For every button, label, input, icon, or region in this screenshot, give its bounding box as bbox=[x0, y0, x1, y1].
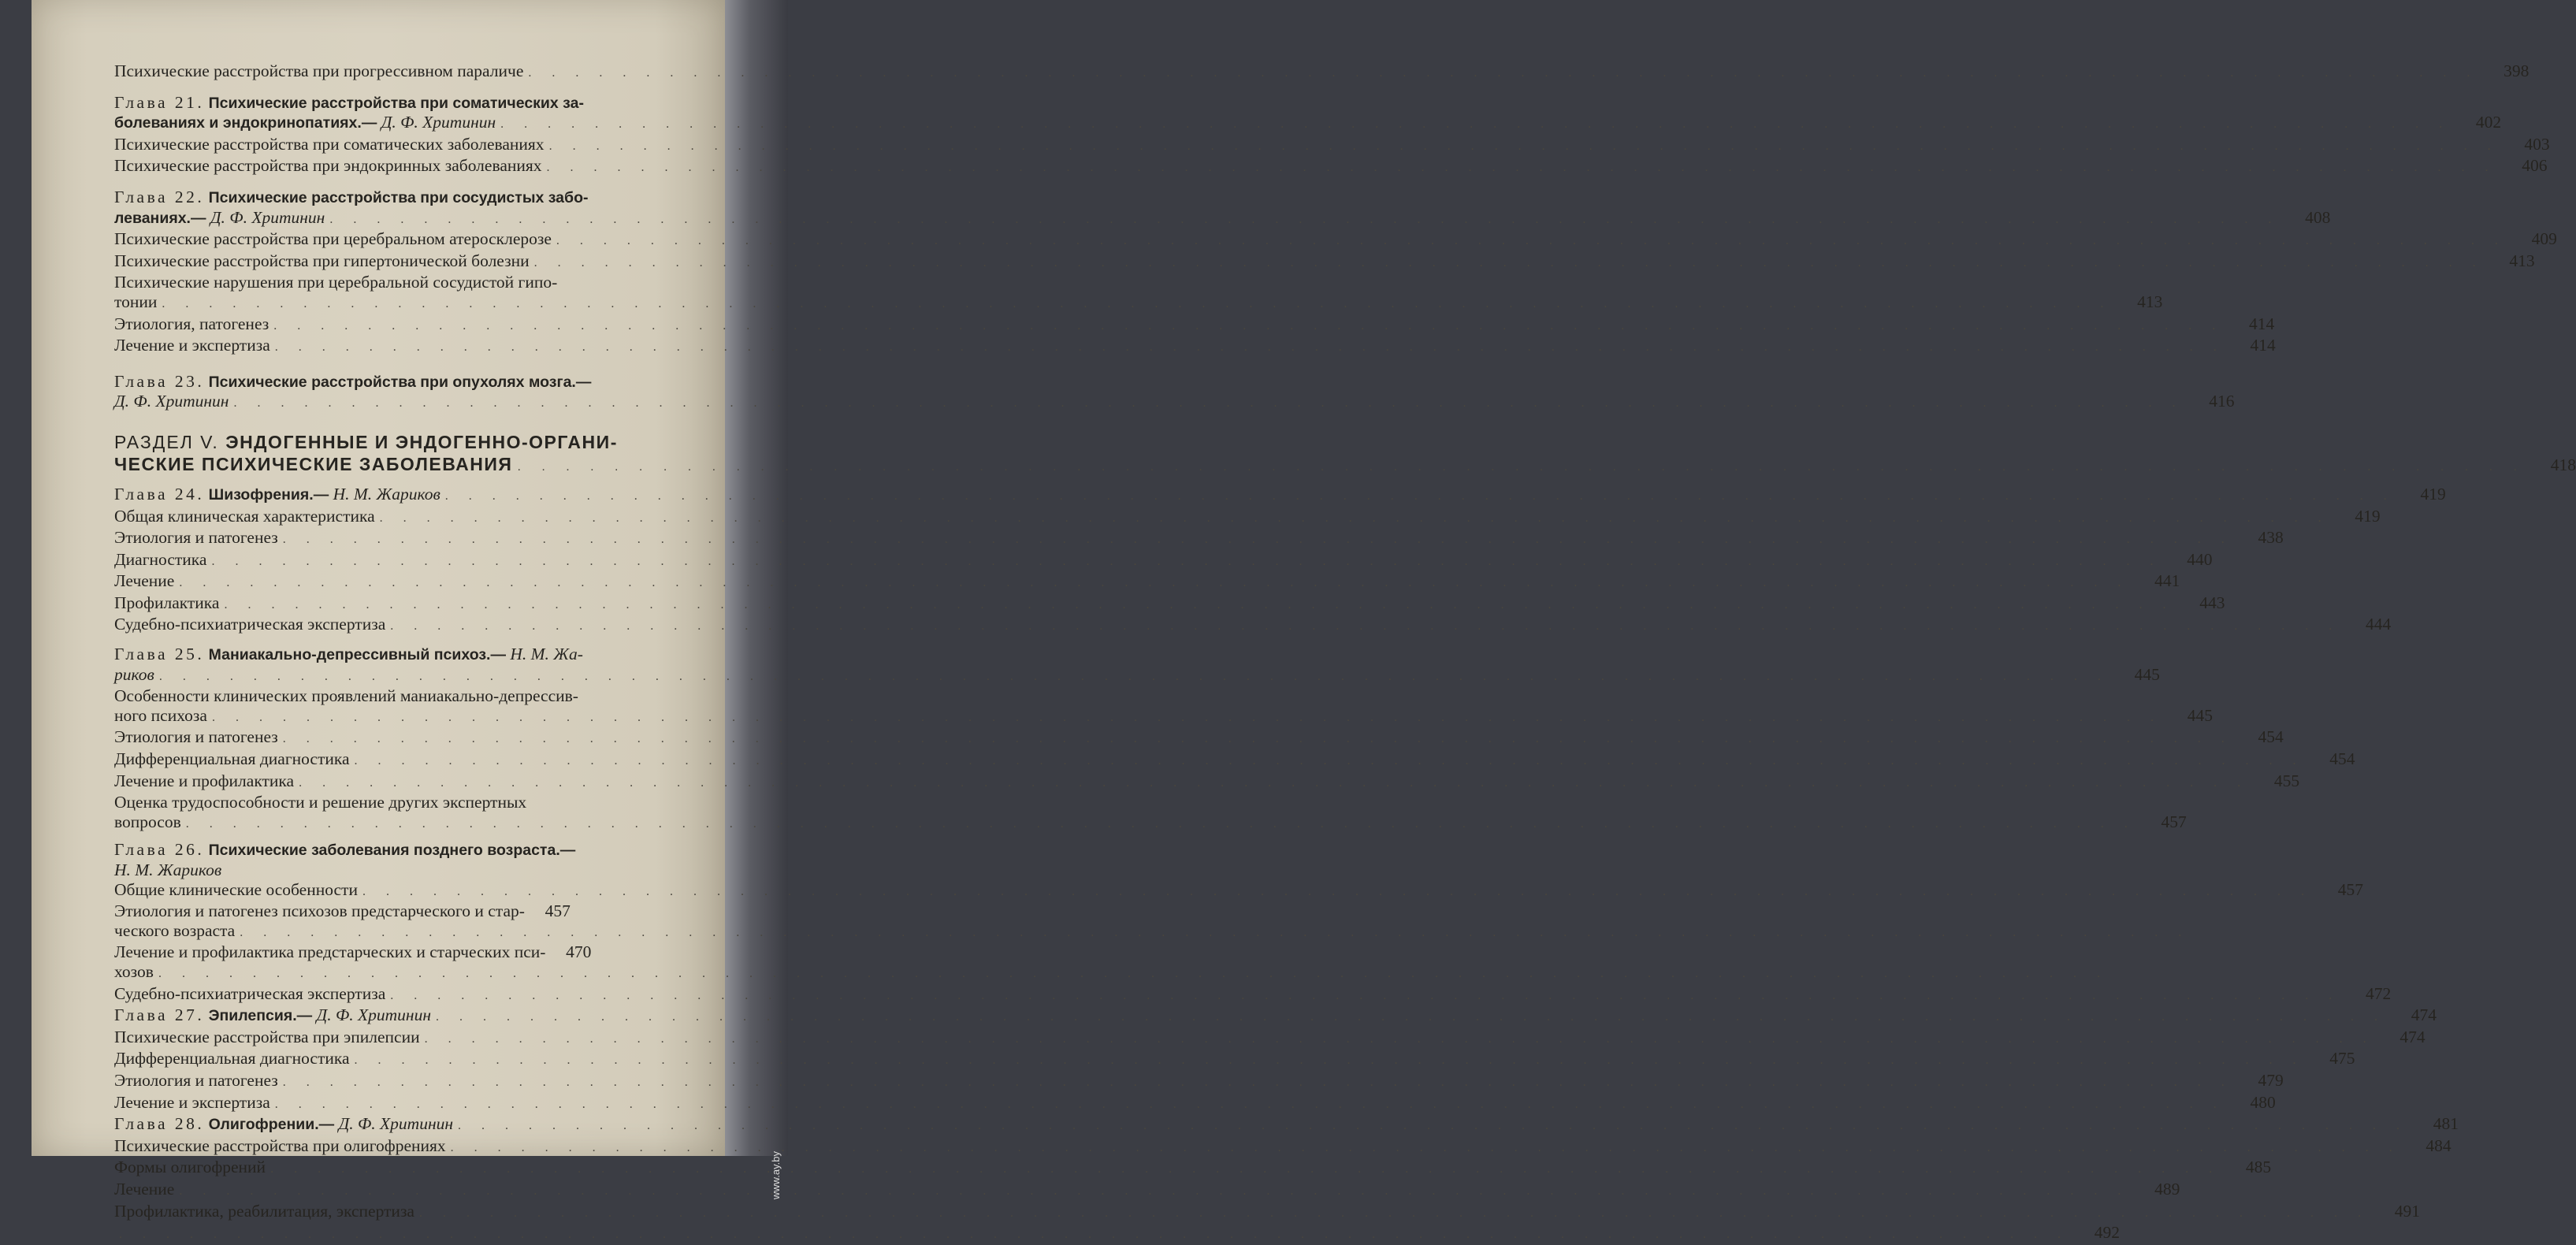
toc-entry-title: Психические нарушения при церебральной сосудистой гипо- bbox=[114, 273, 558, 292]
toc-page-number: 440 bbox=[2187, 549, 2213, 569]
leader-dots bbox=[547, 158, 2497, 178]
leader-dots bbox=[329, 210, 2280, 230]
chapter-heading bbox=[114, 92, 2502, 135]
leader-dots bbox=[549, 137, 2500, 157]
toc-page-number: 403 bbox=[2524, 134, 2550, 154]
toc-entry-title: Лечение и экспертиза bbox=[114, 1092, 270, 1112]
toc-entry bbox=[114, 727, 2284, 749]
toc-entry bbox=[114, 1070, 2284, 1093]
toc-entry-title: Психические расстройства при эндокринных заболеваниях bbox=[114, 156, 542, 176]
toc-entry-title: Формы олигофрений bbox=[114, 1158, 266, 1177]
toc-page-number: 455 bbox=[2273, 771, 2300, 790]
leader-dots bbox=[283, 530, 2233, 550]
chapter-label: Глава 26. bbox=[114, 840, 205, 860]
toc-page-number: 414 bbox=[2250, 336, 2276, 355]
leader-dots bbox=[179, 574, 2129, 593]
leader-dots bbox=[436, 1008, 2386, 1028]
section-title: ЭНДОГЕННЫЕ И ЭНДОГЕННО-ОРГАНИ- bbox=[225, 431, 618, 452]
leader-dots bbox=[556, 232, 2507, 251]
leader-dots bbox=[419, 1204, 2370, 1224]
chapter-label: Глава 23. bbox=[114, 371, 205, 391]
toc-entry-title: Диагностика bbox=[114, 549, 207, 569]
leader-dots bbox=[425, 1030, 2375, 1050]
toc-page-number: 479 bbox=[2258, 1070, 2284, 1090]
toc-entry bbox=[114, 571, 2180, 593]
toc-entry-title: Этиология и патогенез bbox=[114, 528, 278, 548]
chapter-author: Н. М. Жа- bbox=[510, 645, 583, 664]
toc-page-number: 491 bbox=[2394, 1201, 2420, 1221]
toc-entry-title: Психические расстройства при церебральном атеросклерозе bbox=[114, 229, 552, 249]
toc-entry-title-cont: хозов bbox=[114, 961, 154, 981]
toc-page-number: 475 bbox=[2329, 1049, 2355, 1068]
toc-page-number: 413 bbox=[2509, 251, 2535, 270]
toc-page-number: 419 bbox=[2355, 506, 2381, 526]
toc-page-number: 457 bbox=[2161, 812, 2187, 831]
toc-page-number: 474 bbox=[2411, 1005, 2437, 1025]
toc-entry-title: Психические расстройства при гипертонической болезни bbox=[114, 251, 530, 270]
leader-dots bbox=[186, 815, 2136, 834]
toc-entry-title: Психические расстройства при прогрессивном параличе bbox=[114, 61, 524, 80]
toc-page-number: 441 bbox=[2154, 571, 2180, 591]
chapter-author: Д. Ф. Хритинин bbox=[114, 392, 229, 411]
toc-entry-title: Общая клиническая характеристика bbox=[114, 506, 375, 526]
toc-entry-title: Психические расстройства при олигофрениях bbox=[114, 1135, 446, 1155]
chapter-label: Глава 22. bbox=[114, 187, 205, 206]
toc-page-number: 413 bbox=[2137, 292, 2163, 311]
toc-page-number: 474 bbox=[2399, 1027, 2425, 1046]
chapter-author: Д. Ф. Хритинин bbox=[210, 207, 325, 227]
leader-dots bbox=[119, 1225, 2069, 1245]
chapter-title: Психические расстройства при соматических за- bbox=[208, 94, 584, 112]
leader-dots bbox=[534, 254, 2485, 273]
toc-page-number: 454 bbox=[2329, 749, 2355, 769]
leader-dots bbox=[240, 924, 2190, 943]
toc-page-number: 457 bbox=[545, 901, 571, 921]
toc-page-number: 408 bbox=[2305, 207, 2331, 227]
toc-entry bbox=[114, 1179, 2180, 1202]
chapter-author: Н. М. Жариков bbox=[333, 484, 440, 504]
toc-entry bbox=[114, 314, 2275, 336]
section-label: РАЗДЕЛ V. bbox=[114, 431, 219, 452]
leader-dots bbox=[355, 1051, 2305, 1071]
toc-entry bbox=[114, 593, 2225, 615]
toc-page-number: 418 bbox=[2550, 455, 2576, 474]
toc-entry-title: Общие клинические особенности bbox=[114, 879, 358, 899]
toc-entry bbox=[114, 942, 721, 983]
leader-dots bbox=[517, 456, 2525, 478]
leader-dots bbox=[500, 115, 2451, 135]
section-title-cont: ЧЕСКИЕ ПСИХИЧЕСКИЕ ЗАБОЛЕВАНИЯ bbox=[114, 453, 513, 474]
toc-entry-title-cont: ного психоза bbox=[114, 705, 207, 725]
toc-page-number: 485 bbox=[2245, 1158, 2272, 1177]
watermark: www.ay.by bbox=[770, 1151, 782, 1200]
toc-page-number: 438 bbox=[2258, 528, 2284, 548]
toc-entry bbox=[114, 1092, 2276, 1115]
toc-entry bbox=[114, 1135, 2451, 1158]
chapter-author-cont: риков bbox=[114, 664, 154, 684]
toc-entry bbox=[114, 528, 2284, 550]
toc-entry-title: Лечение bbox=[114, 1179, 175, 1199]
leader-dots bbox=[355, 752, 2305, 771]
toc-page-number: 454 bbox=[2258, 727, 2284, 747]
chapter-title: Психические расстройства при опухолях мозга.— bbox=[208, 373, 592, 391]
toc-entry-title: Профилактика bbox=[114, 593, 220, 612]
leader-dots bbox=[451, 1139, 2401, 1158]
toc-entry bbox=[114, 615, 2392, 637]
toc-page-number: 416 bbox=[2209, 392, 2235, 411]
toc-page-number: 414 bbox=[2249, 314, 2275, 333]
chapter-author: Д. Ф. Хритинин bbox=[338, 1114, 454, 1134]
toc-page-number: 445 bbox=[2187, 705, 2213, 725]
chapter-label: Глава 24. bbox=[114, 484, 205, 504]
toc-entry-title: Судебно-психиатрическая экспертиза bbox=[114, 983, 386, 1003]
toc-page-number: 457 bbox=[2337, 879, 2363, 899]
toc-page-number: 470 bbox=[566, 942, 592, 962]
leader-dots bbox=[224, 596, 2174, 615]
chapter-author: Д. Ф. Хритинин bbox=[316, 1005, 431, 1025]
toc-page-number: 480 bbox=[2250, 1092, 2276, 1112]
chapter-heading bbox=[114, 645, 2160, 686]
toc-entry-title-cont: вопросов bbox=[114, 812, 181, 831]
leader-dots bbox=[299, 774, 2249, 793]
toc-entry bbox=[114, 901, 721, 942]
toc-entry-title: Психические расстройства при эпилепсии bbox=[114, 1027, 420, 1046]
toc-entry bbox=[114, 251, 2535, 273]
leader-dots bbox=[158, 964, 2109, 984]
toc-entry-title: Оценка трудоспособности и решение других экспертных bbox=[114, 793, 527, 812]
chapter-title: Психические заболевания позднего возраста.— bbox=[208, 842, 576, 860]
chapter-label: Глава 21. bbox=[114, 92, 205, 112]
toc-entry-title-cont: тонии bbox=[114, 292, 158, 311]
toc-entry bbox=[114, 793, 2187, 834]
chapter-title: Психические расстройства при сосудистых забо- bbox=[208, 188, 589, 206]
toc-page-number: 402 bbox=[2475, 113, 2502, 132]
chapter-heading bbox=[114, 187, 2331, 229]
toc-entry-title: Дифференциальная диагностика bbox=[114, 749, 350, 769]
chapter-heading bbox=[114, 1005, 2437, 1028]
toc-entry-title: Этиология, патогенез bbox=[114, 314, 269, 333]
chapter-title: Олигофрении.— bbox=[208, 1116, 335, 1134]
leader-dots bbox=[390, 987, 2340, 1006]
toc-entry-title: Лечение и профилактика bbox=[114, 771, 295, 790]
toc-entry bbox=[114, 879, 2363, 902]
toc-entry-title: Психические расстройства при соматических заболеваниях bbox=[114, 134, 545, 154]
chapter-title: Маниакально-депрессивный психоз.— bbox=[208, 646, 506, 664]
chapter-heading bbox=[114, 371, 2235, 414]
toc-entry-title: Профилактика, реабилитация, экспертиза bbox=[114, 1201, 414, 1221]
toc-entry-title: Этиология и патогенез bbox=[114, 727, 278, 747]
leader-dots bbox=[159, 667, 2109, 687]
leader-dots bbox=[390, 617, 2340, 637]
chapter-title-cont: болеваниях и эндокринопатиях.— bbox=[114, 114, 377, 132]
toc-entry-title: Лечение и экспертиза bbox=[114, 336, 270, 355]
leader-dots bbox=[162, 295, 2112, 314]
toc-page-number: 419 bbox=[2420, 484, 2446, 504]
toc-page-number: 398 bbox=[2504, 61, 2530, 80]
toc-entry-title: Судебно-психиатрическая экспертиза bbox=[114, 615, 386, 634]
leader-dots bbox=[212, 708, 2162, 728]
leader-dots bbox=[275, 338, 2225, 358]
chapter-title: Шизофрения.— bbox=[208, 485, 329, 504]
toc-entry bbox=[114, 273, 2163, 314]
toc-entry bbox=[114, 336, 2276, 358]
leader-dots bbox=[273, 317, 2224, 336]
toc-page-number: 443 bbox=[2199, 593, 2225, 612]
leader-dots bbox=[179, 1182, 2129, 1202]
leader-dots bbox=[362, 883, 2313, 902]
leader-dots bbox=[458, 1117, 2408, 1136]
toc-page-number: 481 bbox=[2433, 1114, 2459, 1134]
chapter-author: Н. М. Жариков bbox=[114, 860, 222, 879]
toc-entry bbox=[114, 61, 2530, 84]
chapter-title: Эпилепсия.— bbox=[208, 1007, 313, 1025]
toc-entry bbox=[114, 1049, 2355, 1071]
toc-entry bbox=[114, 749, 2355, 771]
toc-page-number: 492 bbox=[2094, 1223, 2120, 1243]
leader-dots bbox=[275, 1095, 2225, 1115]
toc-entry bbox=[114, 549, 2213, 572]
toc-entry bbox=[114, 229, 2557, 251]
toc-entry bbox=[114, 771, 2300, 793]
leader-dots bbox=[233, 394, 2184, 414]
leader-dots bbox=[283, 1073, 2233, 1093]
toc-page-number: 489 bbox=[2154, 1179, 2180, 1199]
toc-page-number: 444 bbox=[2366, 615, 2392, 634]
toc-page-number: 484 bbox=[2425, 1135, 2451, 1155]
toc-page-number: 409 bbox=[2531, 229, 2557, 249]
toc-entry bbox=[114, 156, 2548, 178]
toc-entry bbox=[114, 983, 2392, 1006]
toc-entry bbox=[114, 134, 2550, 157]
toc-entry bbox=[114, 686, 2213, 727]
chapter-heading bbox=[114, 484, 2446, 507]
leader-dots bbox=[211, 552, 2162, 572]
leader-dots bbox=[445, 487, 2396, 507]
toc-entry bbox=[114, 1027, 2425, 1050]
chapter-label: Глава 28. bbox=[114, 1114, 205, 1134]
leader-dots bbox=[380, 509, 2330, 529]
leader-dots bbox=[270, 1160, 2221, 1180]
toc-entry-title: Лечение и профилактика предстарческих и старческих пси- bbox=[114, 942, 546, 962]
toc-entry-title: Этиология и патогенез bbox=[114, 1070, 278, 1090]
toc-entry-title: Дифференциальная диагностика bbox=[114, 1049, 350, 1068]
toc-entry bbox=[114, 506, 2381, 529]
toc-page-number: 472 bbox=[2366, 983, 2392, 1003]
chapter-author: Д. Ф. Хритинин bbox=[381, 113, 496, 132]
toc-entry-title: Этиология и патогенез психозов предстарческого и стар- bbox=[114, 901, 525, 921]
toc-entry bbox=[114, 1158, 2272, 1180]
chapter-heading bbox=[114, 1114, 2459, 1136]
chapter-title-cont: леваниях.— bbox=[114, 209, 206, 227]
toc-page-number: 406 bbox=[2522, 156, 2548, 176]
chapter-label: Глава 27. bbox=[114, 1005, 205, 1025]
toc-entry-title: Лечение bbox=[114, 571, 175, 591]
toc-entry bbox=[114, 1223, 2120, 1245]
leader-dots bbox=[283, 730, 2233, 749]
toc-entry bbox=[114, 1201, 2420, 1224]
leader-dots bbox=[528, 64, 2478, 84]
chapter-label: Глава 25. bbox=[114, 645, 205, 664]
chapter-heading bbox=[114, 840, 721, 879]
toc-page-number: 445 bbox=[2134, 664, 2160, 684]
toc-entry-title: Особенности клинических проявлений маниакально-депрессив- bbox=[114, 686, 578, 706]
toc-entry-title-cont: ческого возраста bbox=[114, 920, 236, 940]
section-heading bbox=[114, 431, 2576, 478]
